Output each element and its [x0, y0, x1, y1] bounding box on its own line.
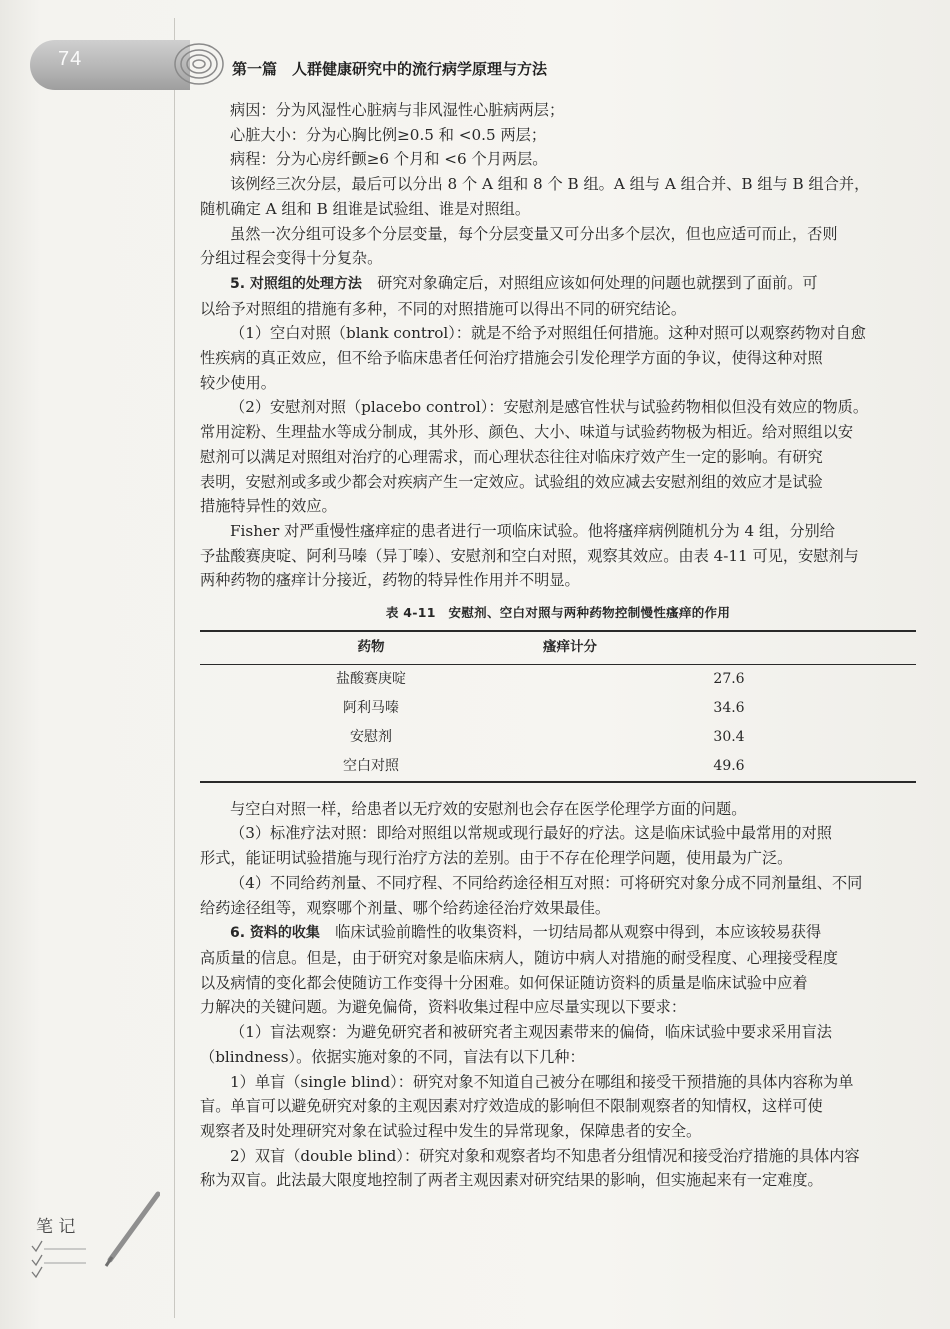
table-row	[200, 723, 916, 752]
text-span: 临床试验前瞻性的收集资料，一切结局都从观察中得到，本应该较易获得	[335, 923, 822, 942]
main-content	[200, 98, 916, 1193]
text-line: 予盐酸赛庚啶、阿利马嗪（异丁嗪）、安慰剂和空白对照，观察其效应。由表 4-11 可见，安慰剂与	[200, 546, 859, 565]
text-line: 与空白对照一样，给患者以无疗效的安慰剂也会存在医学伦理学方面的问题。	[230, 799, 747, 818]
text-line: 心脏大小：分为心胸比例≥0.5 和 <0.5 两层；	[230, 125, 547, 144]
text-line: 虽然一次分组可设多个分层变量，每个分层变量又可分出多个层次，但也应适可而止，否则	[230, 224, 838, 243]
text-line: 两种药物的瘙痒计分接近，药物的特异性作用并不明显。	[200, 571, 580, 590]
text-line: （1）盲法观察：为避免研究者和被研究者主观因素带来的偏倚，临床试验中要求采用盲法	[230, 1023, 832, 1042]
checkmark-icon	[30, 1238, 90, 1278]
table-cell-drug: 安慰剂	[350, 728, 392, 745]
text-line: 以给予对照组的措施有多种，不同的对照措施可以得出不同的研究结论。	[200, 299, 686, 318]
text-line: 高质量的信息。但是，由于研究对象是临床病人，随访中病人对措施的耐受程度、心理接受程度	[200, 948, 838, 967]
table-cell-score: 34.6	[713, 699, 745, 716]
text-line: 观察者及时处理研究对象在试验过程中发生的异常现象，保障患者的安全。	[200, 1121, 702, 1140]
table-row	[200, 664, 916, 694]
text-line: 措施特异性的效应。	[200, 497, 337, 516]
text-line: 称为双盲。此法最大限度地控制了两者主观因素对研究结果的影响，但实施起来有一定难度。	[200, 1171, 823, 1190]
text-line: 该例经三次分层，最后可以分出 8 个 A 组和 8 个 B 组。A 组与 A 组合并、B 组与 B 组合并，	[230, 175, 870, 194]
text-line: 性疾病的真正效应，但不给予临床患者任何治疗措施会引发伦理学方面的争议，使得这种对照	[200, 349, 823, 368]
text-line	[200, 920, 916, 946]
table-cell-drug: 阿利马嗪	[343, 699, 399, 716]
data-table	[200, 630, 916, 783]
chapter-title: 第一篇 人群健康研究中的流行病学原理与方法	[232, 60, 548, 78]
table-cell-drug: 空白对照	[200, 752, 542, 782]
table-header-score: 瘙痒计分	[542, 631, 916, 665]
text-line	[200, 271, 916, 297]
margin-note-label: 笔 记	[36, 1217, 76, 1237]
page-number: 74	[58, 48, 83, 70]
text-line: 表明，安慰剂或多或少都会对疾病产生一定效应。试验组的效应减去安慰剂组的效应才是试验	[200, 472, 823, 491]
table-header-row	[200, 631, 916, 665]
table-row	[200, 694, 916, 723]
text-line: 形式，能证明试验措施与现行治疗方法的差别。由于不存在伦理学问题，使用最为广泛。	[200, 849, 793, 868]
text-line: 病程：分为心房纤颤≥6 个月和 <6 个月两层。	[230, 150, 548, 169]
text-span: 研究对象确定后，对照组应该如何处理的问题也就摆到了面前。可	[377, 273, 818, 292]
text-line: 盲。单盲可以避免研究对象的主观因素对疗效造成的影响但不限制观察者的知情权，这样可使	[200, 1097, 823, 1116]
text-line: 给药途径组等，观察哪个剂量、哪个给药途径治疗效果最佳。	[200, 898, 611, 917]
table-header-drug: 药物	[200, 631, 542, 665]
text-line: 1）单盲（single blind）：研究对象不知道自己被分在哪组和接受干预措施的具体内容称为单	[230, 1072, 854, 1091]
section-heading: 6. 资料的收集	[230, 925, 320, 942]
table-row	[200, 752, 916, 782]
text-line: 随机确定 A 组和 B 组谁是试验组、谁是对照组。	[200, 199, 531, 218]
table-cell-score: 30.4	[713, 728, 745, 745]
text-line: （1）空白对照（blank control）：就是不给予对照组任何措施。这种对照可以观察药物对自愈	[230, 324, 866, 343]
text-line: （4）不同给药剂量、不同疗程、不同给药途径相互对照：可将研究对象分成不同剂量组、不同	[230, 873, 863, 892]
table-cell-drug: 盐酸赛庚啶	[336, 670, 406, 687]
text-line: 较少使用。	[200, 373, 276, 392]
text-line: （blindness）。依据实施对象的不同，盲法有以下几种：	[200, 1047, 585, 1066]
text-line: 以及病情的变化都会使随访工作变得十分困难。如何保证随访资料的质量是临床试验中应着	[200, 973, 808, 992]
text-line: 力解决的关键问题。为避免偏倚，资料收集过程中应尽量实现以下要求：	[200, 998, 686, 1017]
text-line: （3）标准疗法对照：即给对照组以常规或现行最好的疗法。这是临床试验中最常用的对照	[230, 824, 832, 843]
text-line: 慰剂可以满足对照组对治疗的心理需求，而心理状态往往对临床疗效产生一定的影响。有研究	[200, 447, 823, 466]
text-line: 2）双盲（double blind）：研究对象和观察者均不知患者分组情况和接受治疗措施的具体内容	[230, 1146, 860, 1165]
table-cell-score: 49.6	[542, 752, 916, 782]
swirl-logo-icon	[172, 40, 226, 88]
margin-divider	[174, 18, 175, 1318]
table-title: 表 4-11 安慰剂、空白对照与两种药物控制慢性瘙痒的作用	[385, 605, 731, 621]
section-heading: 5. 对照组的处理方法	[230, 275, 362, 292]
table-cell-score: 27.6	[713, 670, 745, 687]
text-line: 分组过程会变得十分复杂。	[200, 249, 383, 268]
text-line: Fisher 对严重慢性瘙痒症的患者进行一项临床试验。他将瘙痒病例随机分为 4 组，分别给	[230, 521, 835, 540]
text-line: （2）安慰剂对照（placebo control）：安慰剂是感官性状与试验药物相似但没有效应的物质。	[230, 398, 869, 417]
text-line: 病因：分为风湿性心脏病与非风湿性心脏病两层；	[230, 101, 565, 119]
text-line: 常用淀粉、生理盐水等成分制成，其外形、颜色、大小、味道与试验药物极为相近。给对照组以安	[200, 423, 854, 442]
